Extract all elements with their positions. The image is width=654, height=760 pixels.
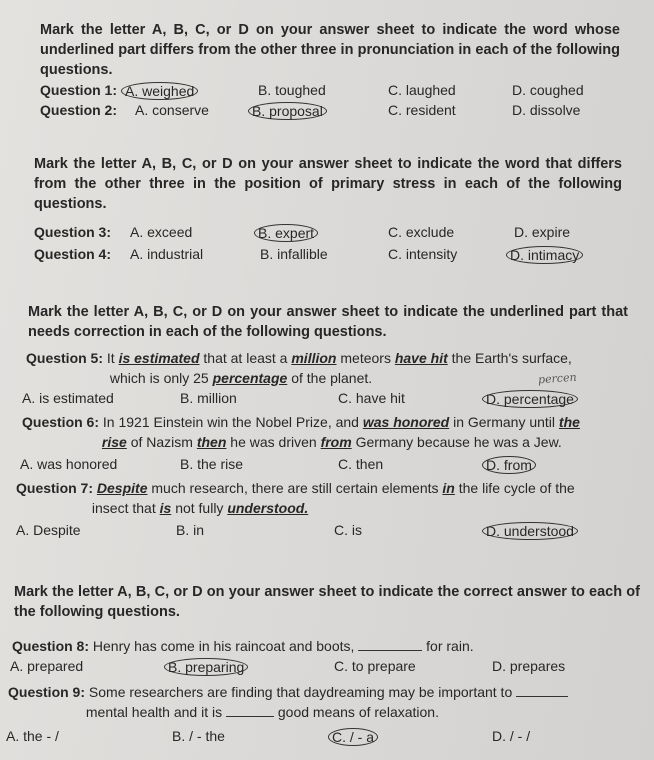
option-b[interactable]: B. the rise [180,456,244,472]
option-d[interactable]: D. percentage [486,390,578,408]
question-9-options [6,728,642,748]
option-d[interactable]: D. / - / [492,728,531,744]
option-a[interactable]: A. exceed [130,224,193,240]
question-label: Question 2: [40,102,118,118]
option-a[interactable]: A. Despite [16,522,81,538]
question-8-options [10,658,640,678]
option-c[interactable]: C. / - a [332,728,378,746]
option-c[interactable]: C. is [334,522,362,538]
option-a[interactable]: A. conserve [135,102,209,118]
question-7: Question 7: Despite much research, there are still certain elements in the life cycle of the insect that is not fully understood. [16,480,575,516]
option-c[interactable]: C. have hit [338,390,405,406]
option-d[interactable]: D. dissolve [512,102,581,118]
question-9: Question 9: Some researchers are finding that daydreaming may be important to mental health and it is good means of relaxation. [8,682,644,722]
handwritten-note: percen [537,370,577,387]
question-1 [40,82,640,102]
option-b[interactable]: B. expert [258,224,318,242]
option-c[interactable]: C. then [338,456,384,472]
question-6-options [20,456,640,476]
option-b[interactable]: B. preparing [168,658,248,676]
option-d[interactable]: D. from [486,456,536,474]
option-a[interactable]: A. weighed [125,82,198,100]
question-5: Question 5: It is estimated that at least a million meteors have hit the Earth's surface, which is only 25 percentage of the planet. [26,350,572,386]
option-d[interactable]: D. intimacy [510,246,583,264]
option-a[interactable]: A. was honored [20,456,118,472]
option-d[interactable]: D. understood [486,522,578,540]
question-6: Question 6: In 1921 Einstein win the Nobel Prize, and was honored in Germany until the rise of Nazism then he was driven from Germany because he was a Jew. [22,414,580,450]
option-d[interactable]: D. prepares [492,658,566,674]
option-a[interactable]: A. is estimated [22,390,114,406]
option-b[interactable]: B. infallible [260,246,328,262]
option-c[interactable]: C. resident [388,102,456,118]
question-7-options [16,522,636,542]
question-label: Question 4: [34,246,112,262]
option-d[interactable]: D. coughed [512,82,584,98]
option-c[interactable]: C. to prepare [334,658,416,674]
option-c[interactable]: C. laughed [388,82,456,98]
option-d[interactable]: D. expire [514,224,571,240]
section1-instruction: Mark the letter A, B, C, or D on your answer sheet to indicate the word whose underlined part differs from the other three in pronunciation in each of the following questions. [40,22,620,78]
option-a[interactable]: A. prepared [10,658,84,674]
answer-blank[interactable] [516,684,568,697]
option-c[interactable]: C. exclude [388,224,455,240]
option-b[interactable]: B. proposal [252,102,327,120]
option-c[interactable]: C. intensity [388,246,458,262]
question-label: Question 1: [40,82,118,98]
option-b[interactable]: B. million [180,390,237,406]
section2-instruction: Mark the letter A, B, C, or D on your answer sheet to indicate the word that differs from the other three in the position of primary stress in each of the following questions. [34,156,622,212]
section4-instruction: Mark the letter A, B, C, or D on your answer sheet to indicate the correct answer to each of the following questions. [14,584,640,620]
option-b[interactable]: B. toughed [258,82,326,98]
question-label: Question 3: [34,224,112,240]
option-b[interactable]: B. / - the [172,728,225,744]
answer-blank[interactable] [226,704,274,717]
question-3 [34,224,634,244]
question-4 [34,246,634,266]
question-2 [40,102,640,122]
question-8: Question 8: Henry has come in his raincoat and boots, for rain. [12,638,474,654]
section3-instruction: Mark the letter A, B, C, or D on your answer sheet to indicate the underlined part that needs correction in each of the following questions. [28,304,628,340]
option-a[interactable]: A. the - / [6,728,59,744]
option-b[interactable]: B. in [176,522,205,538]
question-5-options [22,390,642,410]
option-a[interactable]: A. industrial [130,246,204,262]
answer-blank[interactable] [358,638,422,651]
